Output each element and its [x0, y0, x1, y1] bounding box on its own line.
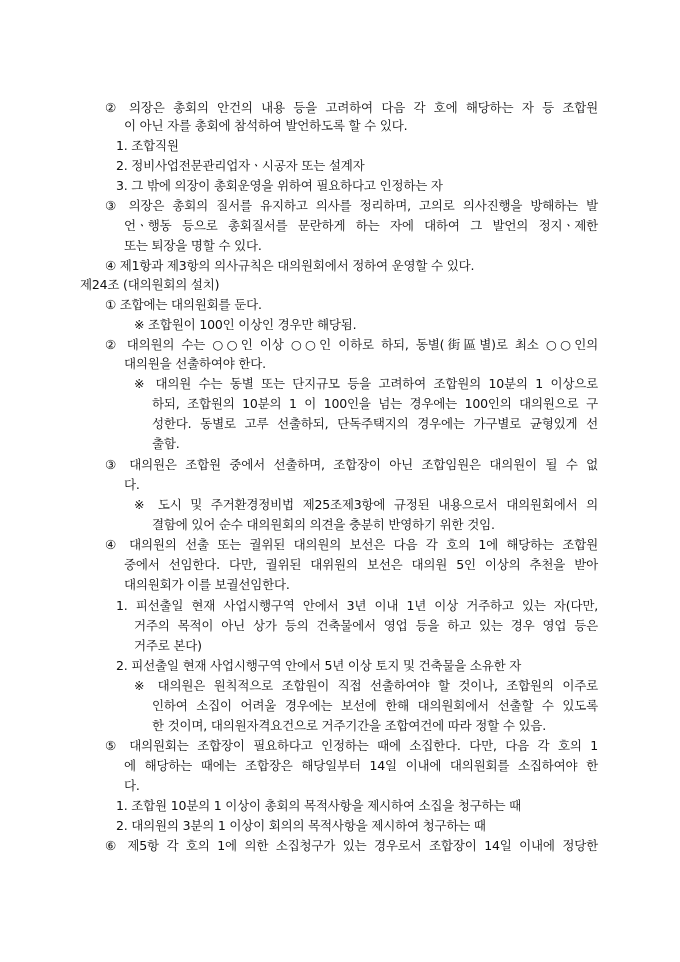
- text-line: ① 조합에는 대의원회를 둔다.: [105, 297, 262, 312]
- note-line: ※ 대의원 수는 동별 또는 단지규모 등을 고려하여 조합원의 10분의 1 이상으로: [134, 376, 598, 391]
- note-line: 인하여 소집이 어려울 경우에는 보선에 한해 대의원회에서 선출할 수 있도록: [152, 698, 598, 713]
- text-line: ⑥ 제5항 각 호의 1에 의한 소집청구가 있는 경우로서 조합장이 14일 이내에 정당한: [105, 838, 598, 853]
- text-line: 언ㆍ행동 등으로 총회질서를 문란하게 하는 자에 대하여 그 발언의 정지ㆍ제한: [124, 218, 598, 233]
- text-line: 대의원회가 이를 보궐선임한다.: [124, 577, 290, 592]
- text-line: 1. 조합원 10분의 1 이상이 총회의 목적사항을 제시하여 소집을 청구하는 때: [116, 798, 522, 813]
- text-line: 대의원을 선출하여야 한다.: [124, 356, 266, 371]
- text-line: ② 대의원의 수는 ○○인 이상 ○○인 이하로 하되, 동별(街區별)로 최소 ○○인의: [105, 337, 598, 352]
- text-line: ⑤ 대의원회는 조합장이 필요하다고 인정하는 때에 소집한다. 다만, 다음 각 호의 1: [105, 738, 598, 753]
- note-line: 결함에 있어 순수 대의원회의 의견을 충분히 반영하기 위한 것임.: [152, 517, 495, 532]
- text-line: ② 의장은 총회의 안건의 내용 등을 고려하여 다음 각 호에 해당하는 자 등 조합원: [105, 100, 598, 115]
- note-line: ※ 도시 및 주거환경정비법 제25조제3항에 규정된 내용으로서 대의원회에서 의: [134, 497, 598, 512]
- text-line: ④ 제1항과 제3항의 의사규칙은 대의원회에서 정하여 운영할 수 있다.: [105, 258, 475, 273]
- text-line: ④ 대의원의 선출 또는 궐위된 대의원의 보선은 다음 각 호의 1에 해당하는 조합원: [105, 537, 598, 552]
- text-line: 2. 정비사업전문관리업자ㆍ시공자 또는 설계자: [116, 158, 365, 173]
- text-line: 거주의 목적이 아닌 상가 등의 건축물에서 영업 등을 하고 있는 경우 영업 등은: [134, 618, 598, 633]
- text-line: 또는 퇴장을 명할 수 있다.: [124, 238, 262, 253]
- note-line: ※ 대의원은 원칙적으로 조합원이 직접 선출하여야 할 것이나, 조합원의 이주로: [134, 678, 598, 693]
- text-line: 중에서 선임한다. 다만, 궐위된 대위원의 보선은 대의원 5인 이상의 추천을 받아: [124, 557, 598, 572]
- note-line: 한 것이며, 대의원자격요건으로 거주기간을 조합여건에 따라 정할 수 있음.: [152, 718, 546, 733]
- note-line: ※ 조합원이 100인 이상인 경우만 해당됨.: [134, 317, 357, 332]
- text-line: 2. 피선출일 현재 사업시행구역 안에서 5년 이상 토지 및 건축물을 소유한 자: [116, 658, 522, 673]
- text-line: ③ 대의원은 조합원 중에서 선출하며, 조합장이 아닌 조합임원은 대의원이 될 수 없: [105, 457, 598, 472]
- text-line: 에 해당하는 때에는 조합장은 해당일부터 14일 이내에 대의원회를 소집하여야 한: [124, 758, 598, 773]
- text-line: 이 아닌 자를 총회에 참석하여 발언하도록 할 수 있다.: [124, 118, 408, 133]
- note-line: 성한다. 동별로 고루 선출하되, 단독주택지의 경우에는 가구별로 균형있게 선: [152, 416, 598, 431]
- text-line: 2. 대의원의 3분의 1 이상이 회의의 목적사항을 제시하여 청구하는 때: [116, 818, 486, 833]
- note-line: 하되, 조합원의 10분의 1 이 100인을 넘는 경우에는 100인의 대의원으로 구: [152, 396, 598, 411]
- text-line: 1. 조합직원: [116, 138, 179, 153]
- article-heading: 제24조 (대의원회의 설치): [80, 277, 220, 292]
- note-line: 출함.: [152, 436, 180, 451]
- text-line: 3. 그 밖에 의장이 총회운영을 위하여 필요하다고 인정하는 자: [116, 178, 443, 193]
- text-line: ③ 의장은 총회의 질서를 유지하고 의사를 정리하며, 고의로 의사진행을 방해하는 발: [105, 198, 598, 213]
- text-line: 다.: [124, 477, 140, 492]
- text-line: 거주로 본다): [134, 638, 202, 653]
- text-line: 1. 피선출일 현재 사업시행구역 안에서 3년 이내 1년 이상 거주하고 있는 자(다만,: [116, 598, 598, 613]
- text-line: 다.: [124, 778, 140, 793]
